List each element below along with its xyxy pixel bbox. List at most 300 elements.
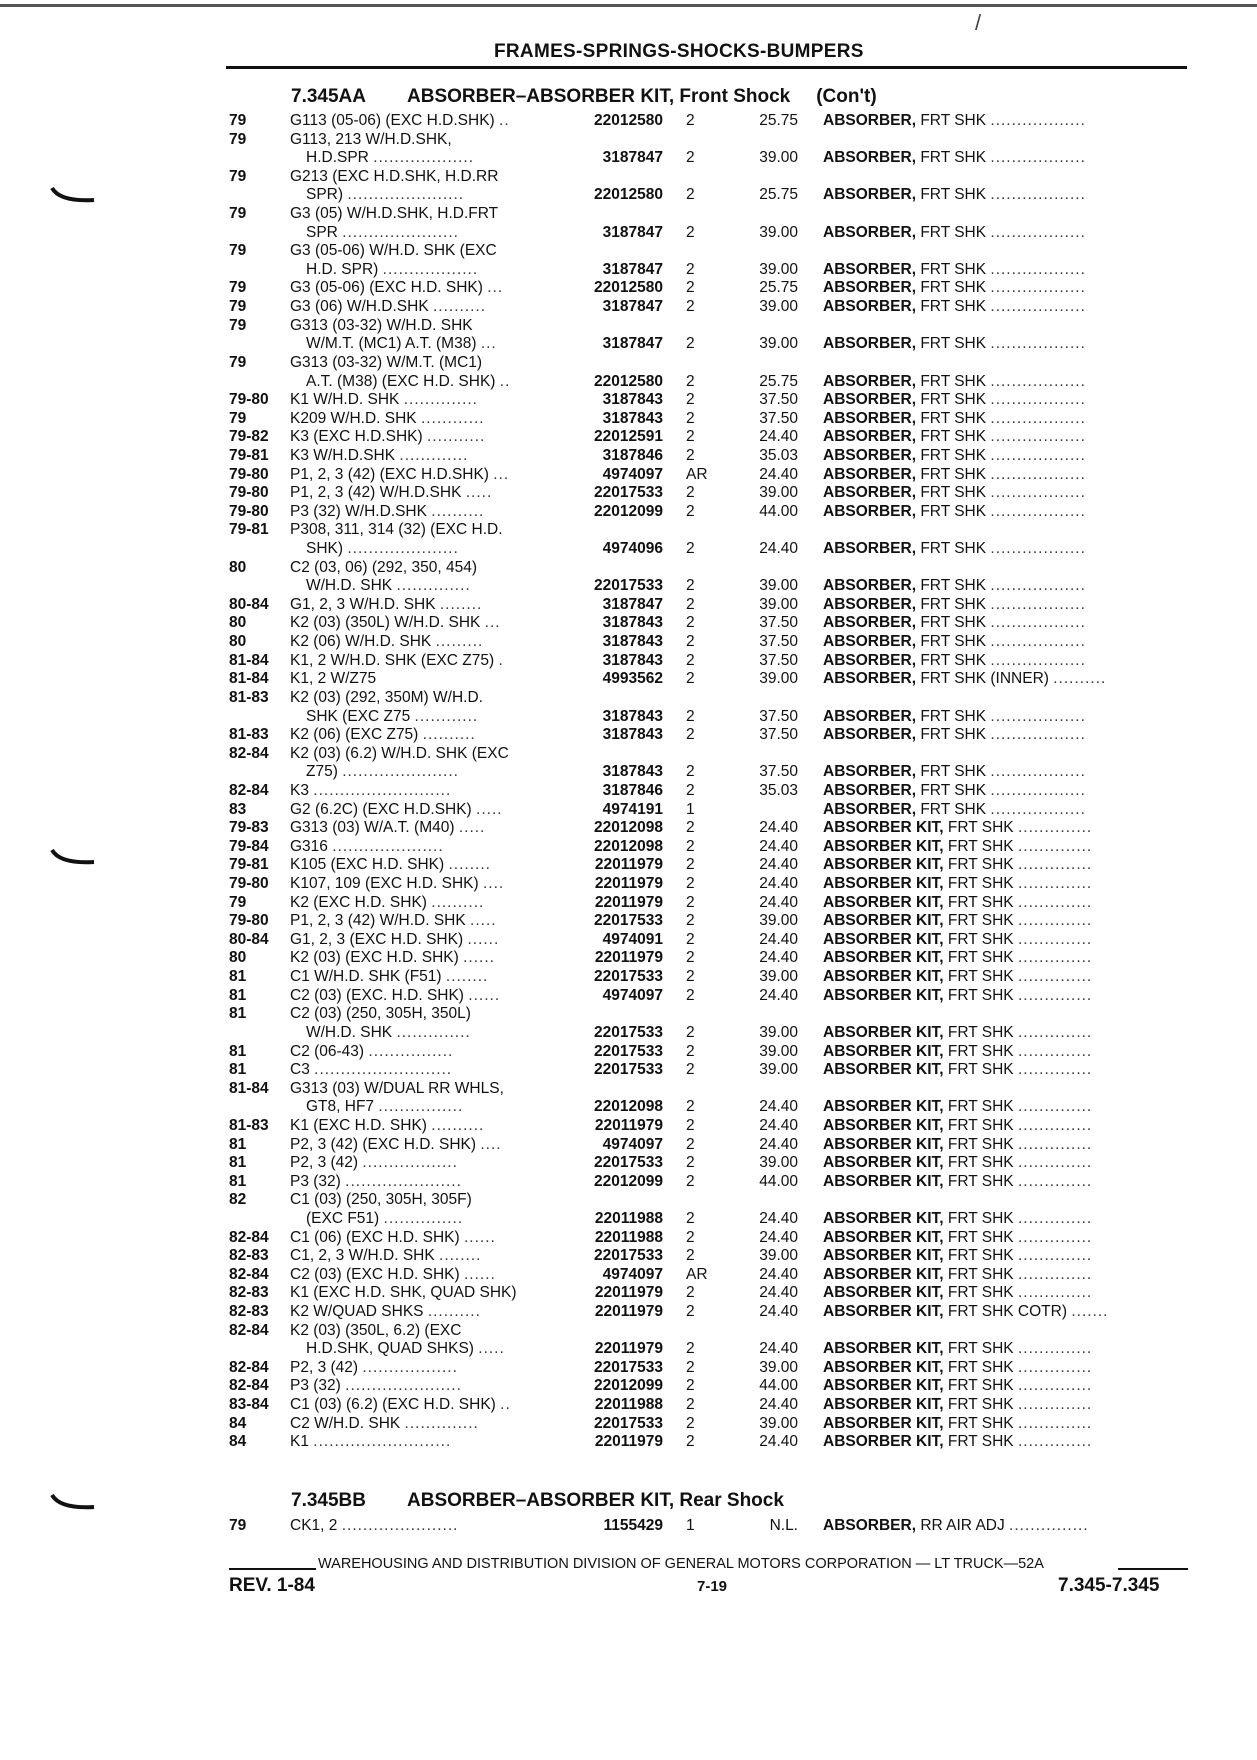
part-name: ABSORBER, FRT SHK .................. (823, 633, 1086, 651)
table-row (0, 781, 1257, 800)
application-description: C3 .......................... (290, 1061, 453, 1079)
quantity: 2 (686, 186, 695, 204)
table-row (0, 855, 1257, 874)
part-number: 3187847 (602, 335, 663, 353)
table-row (0, 539, 1257, 558)
quantity: 2 (686, 1172, 695, 1190)
application-description: C2 (03) (EXC H.D. SHK) ...... (290, 1265, 496, 1283)
price: 37.50 (759, 707, 798, 725)
table-row (0, 948, 1257, 967)
part-name: ABSORBER, FRT SHK .................. (823, 577, 1086, 595)
part-number: 22012098 (594, 837, 663, 855)
part-number: 22017533 (594, 1061, 663, 1079)
price: 24.40 (759, 893, 798, 911)
part-number: 4993562 (602, 670, 663, 688)
quantity: 2 (686, 1154, 695, 1172)
model-year: 79 (229, 167, 247, 185)
part-number: 3187847 (602, 223, 663, 241)
price: 24.40 (759, 1396, 798, 1414)
model-year: 79 (229, 298, 247, 316)
price: 25.75 (759, 279, 798, 297)
price: 39.00 (759, 298, 798, 316)
application-description: G3 (05) W/H.D.SHK, H.D.FRT (290, 205, 499, 223)
table-row (0, 1376, 1257, 1395)
application-description: G1, 2, 3 W/H.D. SHK ........ (290, 595, 483, 613)
quantity: 2 (686, 502, 695, 520)
quantity: 2 (686, 781, 695, 799)
part-number: 22011979 (594, 1116, 663, 1134)
model-year: 82-84 (229, 1321, 269, 1339)
price: 39.00 (759, 1023, 798, 1041)
part-name: ABSORBER KIT, FRT SHK .............. (823, 1042, 1093, 1060)
part-number: 22017533 (594, 1414, 663, 1432)
application-description: G313 (03-32) W/H.D. SHK (290, 316, 473, 334)
part-number: 22017533 (594, 577, 663, 595)
model-year: 83-84 (229, 1396, 269, 1414)
part-number: 22017533 (594, 484, 663, 502)
model-year: 79 (229, 112, 247, 129)
part-number: 4974097 (602, 986, 663, 1004)
application-description: C2 (03, 06) (292, 350, 454) (290, 558, 477, 576)
part-number: 22011979 (594, 1340, 663, 1358)
part-number: 22012580 (594, 186, 663, 204)
table-row (0, 390, 1257, 409)
part-name: ABSORBER KIT, FRT SHK .............. (823, 1433, 1093, 1451)
section-subtitle: KIT, Front Shock (640, 86, 791, 107)
table-row (0, 669, 1257, 688)
part-number: 4974097 (602, 465, 663, 483)
application-description: W/H.D. SHK .............. (306, 577, 471, 595)
application-description: G113 (05-06) (EXC H.D.SHK) .. (290, 112, 510, 129)
model-year: 81 (229, 968, 247, 986)
model-year: 79 (229, 205, 247, 223)
part-name: ABSORBER, FRT SHK .................. (823, 298, 1086, 316)
section-heading-rear (291, 1488, 784, 1514)
table-row (0, 1339, 1257, 1358)
table-row (0, 595, 1257, 614)
part-number: 3187843 (602, 726, 663, 744)
quantity: 1 (686, 800, 695, 818)
part-name: ABSORBER, FRT SHK .................. (823, 335, 1086, 353)
part-name: ABSORBER KIT, FRT SHK .............. (823, 912, 1093, 930)
part-number: 22012580 (594, 112, 663, 129)
part-name: ABSORBER, FRT SHK .................. (823, 651, 1086, 669)
quantity: 2 (686, 856, 695, 874)
model-year: 79 (229, 279, 247, 297)
application-description: C1, 2, 3 W/H.D. SHK ........ (290, 1247, 482, 1265)
application-description: K1, 2 W/H.D. SHK (EXC Z75) . (290, 651, 504, 669)
quantity: 2 (686, 484, 695, 502)
table-row (0, 520, 1257, 539)
application-description: G313 (03) W/DUAL RR WHLS, (290, 1079, 504, 1097)
quantity: 2 (686, 1284, 695, 1302)
price: 37.50 (759, 763, 798, 781)
price: 39.00 (759, 1042, 798, 1060)
part-name: ABSORBER, FRT SHK .................. (823, 614, 1086, 632)
application-description: G113, 213 W/H.D.SHK, (290, 130, 452, 148)
quantity: 2 (686, 1098, 695, 1116)
application-description: SHK) ..................... (306, 540, 459, 558)
section-code: 7.345AA (291, 86, 366, 107)
part-number: 3187846 (602, 781, 663, 799)
application-description: P2, 3 (42) .................. (290, 1358, 458, 1376)
table-row (0, 1097, 1257, 1116)
part-name: ABSORBER KIT, FRT SHK .............. (823, 1414, 1093, 1432)
quantity: 2 (686, 726, 695, 744)
application-description: G213 (EXC H.D.SHK, H.D.RR (290, 167, 499, 185)
price: 24.40 (759, 875, 798, 892)
application-description: K2 (06) (EXC Z75) .......... (290, 726, 476, 744)
quantity: 2 (686, 1377, 695, 1395)
table-row (0, 1265, 1257, 1284)
table-row (0, 223, 1257, 242)
part-number: 3187847 (602, 298, 663, 316)
model-year: 82-84 (229, 1377, 269, 1395)
model-year: 79 (229, 242, 247, 260)
section-continued: (Con't) (816, 86, 877, 107)
part-name: ABSORBER, FRT SHK .................. (823, 223, 1086, 241)
model-year: 81 (229, 1135, 247, 1153)
model-year: 79-80 (229, 484, 269, 502)
table-row (0, 1042, 1257, 1061)
part-number: 22012099 (594, 1377, 663, 1395)
model-year: 81-83 (229, 688, 269, 706)
table-row (0, 353, 1257, 372)
price: 37.50 (759, 614, 798, 632)
part-number: 4974091 (602, 930, 663, 948)
quantity: 2 (686, 1340, 695, 1358)
table-row (0, 1516, 1257, 1535)
price: 25.75 (759, 372, 798, 390)
part-name: ABSORBER KIT, FRT SHK .............. (823, 893, 1093, 911)
part-name: ABSORBER, FRT SHK .................. (823, 465, 1086, 483)
price: 24.40 (759, 1098, 798, 1116)
part-name: ABSORBER, FRT SHK .................. (823, 540, 1086, 558)
application-description: P1, 2, 3 (42) W/H.D. SHK ..... (290, 912, 497, 930)
price: 39.00 (759, 670, 798, 688)
application-description: K2 (EXC H.D. SHK) .......... (290, 893, 485, 911)
model-year: 83 (229, 800, 247, 818)
application-description: P1, 2, 3 (42) (EXC H.D.SHK) ... (290, 465, 510, 483)
part-name: ABSORBER, FRT SHK .................. (823, 446, 1086, 464)
part-name: ABSORBER KIT, FRT SHK .............. (823, 1358, 1093, 1376)
top-edge-rule (0, 4, 1257, 7)
price: 24.40 (759, 1340, 798, 1358)
application-description: K1 .......................... (290, 1433, 452, 1451)
header-rule (226, 66, 1187, 69)
part-name: ABSORBER KIT, FRT SHK .............. (823, 1284, 1093, 1302)
part-name: ABSORBER KIT, FRT SHK .............. (823, 1061, 1093, 1079)
part-number: 22011979 (594, 856, 663, 874)
model-year: 79-80 (229, 502, 269, 520)
application-description: K1 (EXC H.D. SHK, QUAD SHK) (290, 1284, 517, 1302)
part-number: 22011979 (594, 893, 663, 911)
application-description: G313 (03-32) W/M.T. (MC1) (290, 353, 483, 371)
model-year: 81 (229, 986, 247, 1004)
table-row (0, 1190, 1257, 1209)
model-year: 80 (229, 949, 247, 967)
model-year: 82-84 (229, 1265, 269, 1283)
part-name: ABSORBER KIT, FRT SHK .............. (823, 1172, 1093, 1190)
quantity: 2 (686, 446, 695, 464)
application-description: W/M.T. (MC1) A.T. (M38) ... (306, 335, 497, 353)
table-row (0, 1079, 1257, 1098)
model-year: 81 (229, 1005, 247, 1023)
table-row (0, 1302, 1257, 1321)
quantity: 2 (686, 149, 695, 167)
table-row (0, 204, 1257, 223)
part-name: ABSORBER, FRT SHK (INNER) .......... (823, 670, 1107, 688)
quantity: 2 (686, 1042, 695, 1060)
part-number: 3187846 (602, 446, 663, 464)
table-row (0, 1414, 1257, 1433)
application-description: K3 .......................... (290, 781, 452, 799)
table-row (0, 1116, 1257, 1135)
application-description: SPR) ...................... (306, 186, 465, 204)
application-description: A.T. (M38) (EXC H.D. SHK) .. (306, 372, 511, 390)
application-description: (EXC F51) ............... (306, 1209, 464, 1227)
table-row (0, 409, 1257, 428)
table-row (0, 930, 1257, 949)
application-description: C2 (03) (250, 305H, 350L) (290, 1005, 471, 1023)
table-row (0, 558, 1257, 577)
quantity: 1 (686, 1517, 695, 1534)
price: 39.00 (759, 968, 798, 986)
price: 37.50 (759, 651, 798, 669)
application-description: K2 (03) (6.2) W/H.D. SHK (EXC (290, 744, 509, 762)
price: 24.40 (759, 428, 798, 446)
model-year: 81 (229, 1061, 247, 1079)
part-number: 22011988 (594, 1396, 663, 1414)
application-description: C1 (03) (250, 305H, 305F) (290, 1191, 472, 1209)
table-row (0, 446, 1257, 465)
table-row (0, 185, 1257, 204)
part-name: ABSORBER KIT, FRT SHK .............. (823, 837, 1093, 855)
table-row (0, 278, 1257, 297)
part-name: ABSORBER KIT, FRT SHK .............. (823, 1228, 1093, 1246)
footer-rule (229, 1568, 316, 1570)
application-description: K1 W/H.D. SHK .............. (290, 391, 478, 409)
part-number: 3187843 (602, 651, 663, 669)
application-description: C2 (03) (EXC. H.D. SHK) ...... (290, 986, 501, 1004)
table-row (0, 651, 1257, 670)
footer-rule (1118, 1568, 1188, 1570)
model-year: 82-84 (229, 1358, 269, 1376)
price: 24.40 (759, 1135, 798, 1153)
quantity: 2 (686, 670, 695, 688)
application-description: C2 (06-43) ................ (290, 1042, 454, 1060)
model-year: 81-83 (229, 1116, 269, 1134)
table-row (0, 893, 1257, 912)
price: 37.50 (759, 391, 798, 409)
section-heading-front (291, 84, 877, 110)
quantity: 2 (686, 409, 695, 427)
quantity: 2 (686, 1135, 695, 1153)
price: 39.00 (759, 1154, 798, 1172)
part-name: ABSORBER, FRT SHK .................. (823, 112, 1086, 129)
table-row (0, 465, 1257, 484)
table-row (0, 1358, 1257, 1377)
application-description: W/H.D. SHK .............. (306, 1023, 471, 1041)
table-row (0, 1209, 1257, 1228)
table-row (0, 372, 1257, 391)
part-name: ABSORBER KIT, FRT SHK .............. (823, 856, 1093, 874)
table-row (0, 800, 1257, 819)
table-row (0, 1172, 1257, 1191)
part-number: 22012580 (594, 372, 663, 390)
application-description: G313 (03) W/A.T. (M40) ..... (290, 819, 486, 837)
part-number: 22011979 (594, 1433, 663, 1451)
part-number: 22012099 (594, 1172, 663, 1190)
table-row (0, 427, 1257, 446)
model-year: 79-81 (229, 856, 269, 874)
part-number: 3187847 (602, 149, 663, 167)
model-year: 81-84 (229, 670, 269, 688)
table-row (0, 1321, 1257, 1340)
table-row (0, 1395, 1257, 1414)
price: 24.40 (759, 540, 798, 558)
part-number: 3187843 (602, 707, 663, 725)
quantity: 2 (686, 112, 695, 129)
punch-hole-mark (50, 1493, 96, 1511)
part-number: 22017533 (594, 968, 663, 986)
part-name: ABSORBER, FRT SHK .................. (823, 391, 1086, 409)
price: 39.00 (759, 223, 798, 241)
model-year: 79 (229, 1517, 247, 1534)
part-number: 3187843 (602, 633, 663, 651)
part-name: ABSORBER, FRT SHK .................. (823, 707, 1086, 725)
table-row (0, 502, 1257, 521)
model-year: 81 (229, 1172, 247, 1190)
price: 24.40 (759, 1228, 798, 1246)
table-row (0, 688, 1257, 707)
application-description: P3 (32) W/H.D.SHK .......... (290, 502, 485, 520)
price: 24.40 (759, 930, 798, 948)
part-name: ABSORBER KIT, FRT SHK .............. (823, 1396, 1093, 1414)
model-year: 80-84 (229, 930, 269, 948)
table-row (0, 837, 1257, 856)
price: 39.00 (759, 1414, 798, 1432)
part-number: 4974097 (602, 1265, 663, 1283)
table-row (0, 967, 1257, 986)
price: 24.40 (759, 465, 798, 483)
quantity: 2 (686, 1433, 695, 1451)
model-year: 79-82 (229, 428, 269, 446)
price: 37.50 (759, 633, 798, 651)
table-row (0, 148, 1257, 167)
quantity: 2 (686, 837, 695, 855)
table-row (0, 986, 1257, 1005)
model-year: 82-84 (229, 744, 269, 762)
part-number: 22017533 (594, 1042, 663, 1060)
quantity: 2 (686, 1358, 695, 1376)
model-year: 80 (229, 558, 247, 576)
table-row (0, 111, 1257, 130)
application-description: G1, 2, 3 (EXC H.D. SHK) ...... (290, 930, 500, 948)
page-number: 7-19 (697, 1578, 728, 1595)
part-number: 3187843 (602, 763, 663, 781)
application-description: K1, 2 W/Z75 (290, 670, 377, 688)
part-number: 4974191 (602, 800, 663, 818)
quantity: 2 (686, 968, 695, 986)
part-name: ABSORBER, FRT SHK .................. (823, 502, 1086, 520)
part-name: ABSORBER KIT, FRT SHK .............. (823, 1135, 1093, 1153)
page-mark: / (975, 10, 982, 35)
part-name: ABSORBER, FRT SHK .................. (823, 372, 1086, 390)
application-description: K2 (03) (350L) W/H.D. SHK ... (290, 614, 501, 632)
application-description: K3 (EXC H.D.SHK) ........... (290, 428, 486, 446)
section-range: 7.345-7.345 (1058, 1575, 1160, 1596)
part-number: 3187843 (602, 614, 663, 632)
part-number: 22017533 (594, 1358, 663, 1376)
model-year: 79 (229, 893, 247, 911)
price: 39.00 (759, 1358, 798, 1376)
model-year: 84 (229, 1414, 247, 1432)
part-number: 22012580 (594, 279, 663, 297)
table-row (0, 576, 1257, 595)
part-number: 22017533 (594, 1154, 663, 1172)
application-description: K107, 109 (EXC H.D. SHK) .... (290, 875, 505, 892)
price: 24.40 (759, 949, 798, 967)
part-name: ABSORBER, FRT SHK .................. (823, 484, 1086, 502)
price: 35.03 (759, 781, 798, 799)
model-year: 80-84 (229, 595, 269, 613)
part-name: ABSORBER, FRT SHK .................. (823, 726, 1086, 744)
table-row (0, 1283, 1257, 1302)
price: 39.00 (759, 1247, 798, 1265)
price: 24.40 (759, 1303, 798, 1321)
model-year: 79-80 (229, 912, 269, 930)
quantity: 2 (686, 1228, 695, 1246)
price: 37.50 (759, 726, 798, 744)
quantity: AR (686, 1265, 708, 1283)
price: N.L. (769, 1517, 798, 1534)
part-name: ABSORBER KIT, FRT SHK COTR) ....... (823, 1303, 1109, 1321)
table-row (0, 167, 1257, 186)
quantity: 2 (686, 651, 695, 669)
model-year: 81-83 (229, 726, 269, 744)
application-description: C1 (06) (EXC H.D. SHK) ...... (290, 1228, 496, 1246)
application-description: CK1, 2 ...................... (290, 1517, 459, 1534)
model-year: 79-80 (229, 875, 269, 892)
part-number: 22012098 (594, 1098, 663, 1116)
quantity: 2 (686, 633, 695, 651)
table-row (0, 632, 1257, 651)
section-code: 7.345BB (291, 1490, 366, 1511)
part-number: 22011988 (594, 1209, 663, 1227)
model-year: 82-83 (229, 1303, 269, 1321)
table-row (0, 1228, 1257, 1247)
quantity: 2 (686, 949, 695, 967)
model-year: 81-84 (229, 651, 269, 669)
application-description: K2 (03) (EXC H.D. SHK) ...... (290, 949, 495, 967)
price: 37.50 (759, 409, 798, 427)
quantity: 2 (686, 260, 695, 278)
application-description: G2 (6.2C) (EXC H.D.SHK) ..... (290, 800, 503, 818)
quantity: 2 (686, 391, 695, 409)
part-name: ABSORBER KIT, FRT SHK .............. (823, 1116, 1093, 1134)
table-row (0, 1432, 1257, 1451)
part-number: 3187843 (602, 409, 663, 427)
quantity: 2 (686, 372, 695, 390)
price: 24.40 (759, 819, 798, 837)
quantity: 2 (686, 279, 695, 297)
part-name: ABSORBER, FRT SHK .................. (823, 409, 1086, 427)
part-name: ABSORBER KIT, FRT SHK .............. (823, 819, 1093, 837)
application-description: P2, 3 (42) .................. (290, 1154, 458, 1172)
model-year: 82-83 (229, 1284, 269, 1302)
price: 39.00 (759, 595, 798, 613)
